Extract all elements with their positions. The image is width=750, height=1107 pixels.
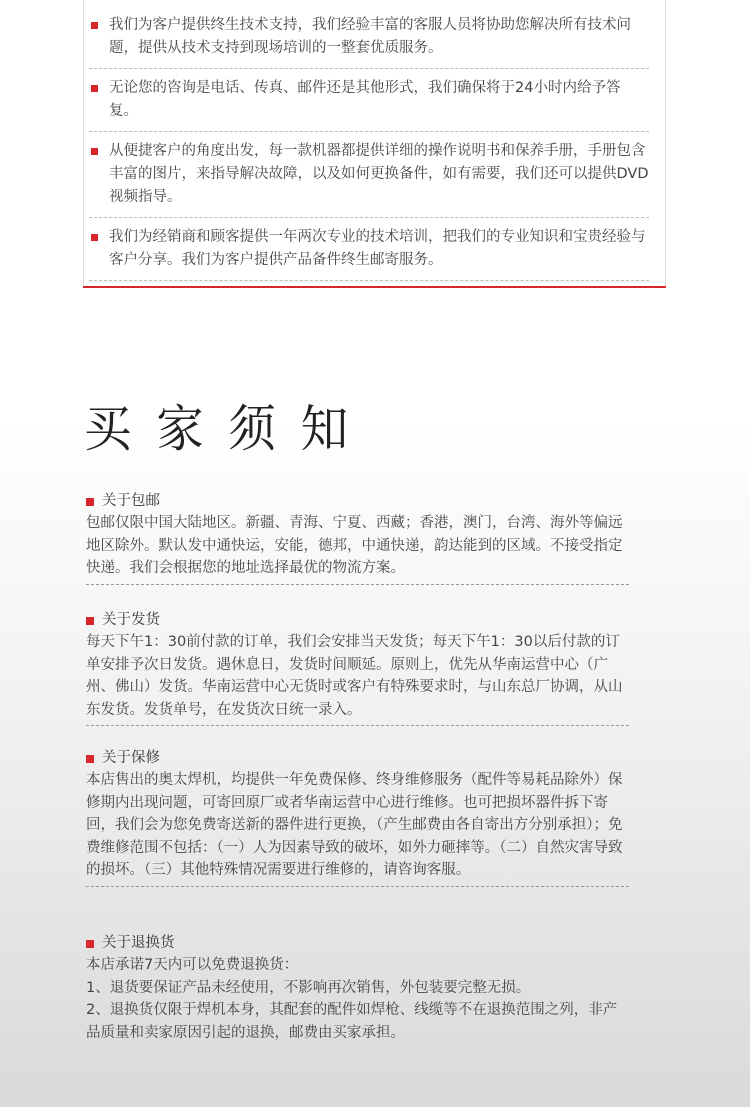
bullet-square-icon <box>86 940 94 948</box>
shipping-section <box>86 490 629 585</box>
service-item-text: 我们为客户提供终生技术支持，我们经验丰富的客服人员将协助您解决所有技术问题，提供从技术支持到现场培训的一整套优质服务。 <box>109 17 631 56</box>
returns-line: 1、退货要保证产品未经使用，不影响再次销售，外包装要完整无损。 <box>86 979 531 996</box>
service-item-text: 从便捷客户的角度出发，每一款机器都提供详细的操作说明书和保养手册，手册包含丰富的图片，来指导解决故障，以及如何更换备件，如有需要，我们还可以提供DVD视频指导。 <box>109 143 649 205</box>
bullet-square-icon <box>86 617 94 625</box>
section-heading-text: 关于退换货 <box>102 935 175 951</box>
bullet-square-icon <box>91 22 98 29</box>
section-heading-text: 关于包邮 <box>102 493 160 509</box>
service-item <box>89 14 649 69</box>
section-body <box>86 954 629 1044</box>
section-body: 本店售出的奥太焊机，均提供一年免费保修、终身维修服务（配件等易耗品除外）保修期内出现问题，可寄回原厂或者华南运营中心进行维修。也可把损坏器件拆下寄回，我们会为您免费寄送新的器件进行更换，（产生邮费由各自寄出方分别承担）；免费维修范围不包括：（一）人为因素导致的破坏，如外力砸摔等。（二）自然灾害导致的损坏。（三）其他特殊情况需要进行维修的，请咨询客服。 <box>86 772 623 878</box>
returns-section <box>86 932 629 1044</box>
section-heading-text: 关于保修 <box>102 750 160 766</box>
section-heading-text: 关于发货 <box>102 612 160 628</box>
section-body: 每天下午1：30前付款的订单，我们会安排当天发货；每天下午1：30以后付款的订单安排予次日发货。遇休息日，发货时间顺延。原则上，优先从华南运营中心（广州、佛山）发货。华南运营中心无货时或客户有特殊要求时，与山东总厂协调，从山东发货。发货单号，在发货次日统一录入。 <box>86 634 623 718</box>
page-title: 买家须知 <box>84 400 373 458</box>
delivery-section <box>86 609 629 726</box>
service-list <box>83 0 666 281</box>
dashed-divider <box>86 725 629 726</box>
service-item <box>89 226 649 281</box>
bullet-square-icon <box>91 234 98 241</box>
service-item <box>89 140 649 218</box>
service-item <box>89 77 649 132</box>
section-heading <box>86 609 629 631</box>
bullet-square-icon <box>86 755 94 763</box>
bullet-square-icon <box>86 498 94 506</box>
warranty-section <box>86 747 629 887</box>
section-body: 包邮仅限中国大陆地区。新疆、青海、宁夏、西藏；香港，澳门，台湾、海外等偏远地区除外。默认发中通快运，安能，德邦，中通快递，韵达能到的区域。不接受指定快递。我们会根据您的地址选择最优的物流方案。 <box>86 515 623 576</box>
section-heading <box>86 932 629 954</box>
section-heading <box>86 747 629 769</box>
service-panel <box>83 0 666 288</box>
dashed-divider <box>86 584 629 585</box>
bullet-square-icon <box>91 148 98 155</box>
returns-line: 本店承诺7天内可以免费退换货： <box>86 957 299 973</box>
dashed-divider <box>86 886 629 887</box>
bullet-square-icon <box>91 85 98 92</box>
service-item-text: 无论您的咨询是电话、传真、邮件还是其他形式，我们确保将于24小时内给予答复。 <box>109 80 621 119</box>
section-heading <box>86 490 629 512</box>
service-item-text: 我们为经销商和顾客提供一年两次专业的技术培训，把我们的专业知识和宝贵经验与客户分享。我们为客户提供产品备件终生邮寄服务。 <box>109 229 646 268</box>
returns-line: 2、退换货仅限于焊机本身，其配套的配件如焊枪、线缆等不在退换范围之列，非产品质量和卖家原因引起的退换，邮费由买家承担。 <box>86 1002 618 1041</box>
